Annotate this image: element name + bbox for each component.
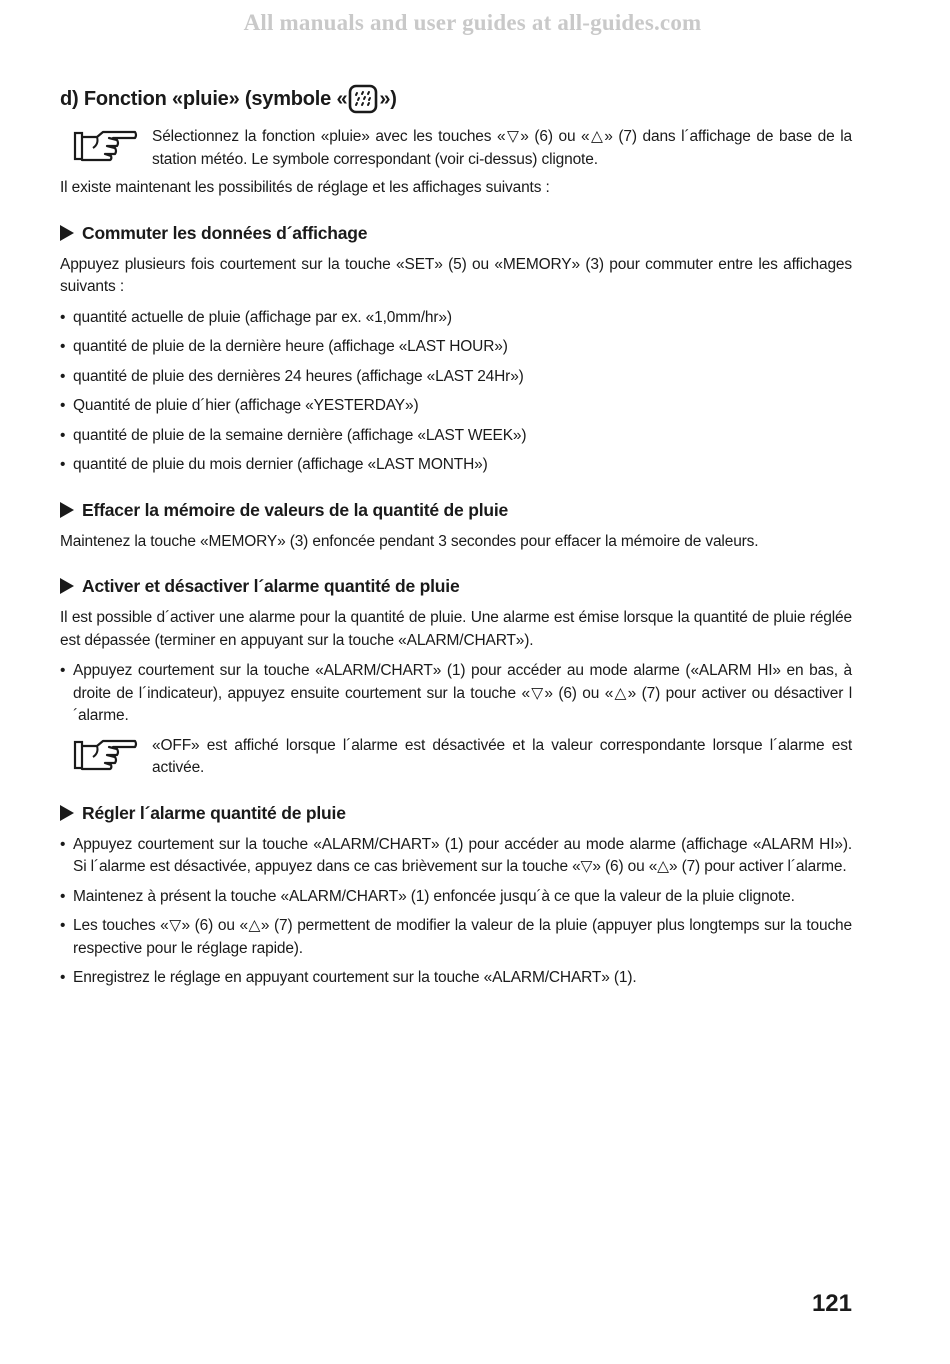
list-item: • Quantité de pluie d´hier (affichage «YESTERDAY») (60, 395, 852, 418)
section-title (60, 220, 852, 246)
section-heading (60, 82, 852, 116)
bullet-list (60, 307, 852, 477)
list-item: • Les touches «▽» (6) ou «△» (7) permettent de modifier la valeur de la pluie (appuyer plus longtemps sur la touche respective pour le réglage rapide). (60, 915, 852, 960)
pointing-hand-icon (60, 737, 152, 773)
page-content (60, 82, 852, 997)
page-number: 121 (811, 1290, 852, 1317)
watermark: All manuals and user guides at all-guides.com (243, 10, 702, 35)
list-item: • quantité de pluie de la dernière heure (affichage «LAST HOUR») (60, 336, 852, 359)
list-item: • Appuyez courtement sur la touche «ALARM/CHART» (1) pour accéder au mode alarme (affichage «ALARM HI»). Si l´alarme est désactivée, appuyez dans ce cas brièvement sur la touche «▽» (6) ou «△» (7) pour activer l´alarme. (60, 834, 852, 879)
alarm-note-text: «OFF» est affiché lorsque l´alarme est désactivée et la valeur correspondante lorsque l´alarme est activée. (152, 736, 852, 776)
arrow-right-icon (60, 502, 74, 518)
list-item: • Maintenez à présent la touche «ALARM/CHART» (1) enfoncée jusqu´à ce que la valeur de la pluie clignote. (60, 886, 852, 909)
arrow-right-icon (60, 225, 74, 241)
intro-note (60, 126, 852, 171)
section-title (60, 573, 852, 599)
list-item: • Enregistrez le réglage en appuyant courtement sur la touche «ALARM/CHART» (1). (60, 967, 852, 990)
section-title-text: Commuter les données d´affichage (82, 222, 368, 243)
arrow-right-icon (60, 578, 74, 594)
section-title (60, 800, 852, 826)
rain-drops-icon (348, 84, 378, 114)
intro-note-text: Sélectionnez la fonction «pluie» avec les touches «▽» (6) ou «△» (7) dans l´affichage de base de la station météo. Le symbole correspondant (voir ci-dessus) clignote. (152, 128, 852, 168)
list-item: • quantité actuelle de pluie (affichage par ex. «1,0mm/hr») (60, 307, 852, 330)
section-title-text: Activer et désactiver l´alarme quantité de pluie (82, 576, 460, 596)
bullet-list (60, 660, 852, 728)
section-text: Appuyez plusieurs fois courtement sur la touche «SET» (5) ou «MEMORY» (3) pour commuter entre les affichages suivants : (60, 255, 852, 295)
section-title (60, 497, 852, 523)
heading-prefix: d) Fonction «pluie» (symbole « (60, 88, 348, 110)
pointing-hand-icon (60, 128, 152, 164)
section-text: Il est possible d´activer une alarme pour la quantité de pluie. Une alarme est émise lorsque la quantité de pluie réglée est dépassée (terminer en appuyant sur la touche «ALARM/CHART»). (60, 609, 852, 649)
section-title-text: Régler l´alarme quantité de pluie (82, 802, 346, 823)
bullet-list (60, 834, 852, 990)
list-item: • quantité de pluie des dernières 24 heures (affichage «LAST 24Hr») (60, 366, 852, 389)
list-item: • quantité de pluie du mois dernier (affichage «LAST MONTH») (60, 454, 852, 477)
section-text: Maintenez la touche «MEMORY» (3) enfoncée pendant 3 secondes pour effacer la mémoire de valeurs. (60, 532, 759, 550)
alarm-note (60, 735, 852, 780)
intro-text: Il existe maintenant les possibilités de réglage et les affichages suivants : (60, 179, 550, 196)
list-item: • Appuyez courtement sur la touche «ALARM/CHART» (1) pour accéder au mode alarme («ALARM HI» en bas, à droite de l´indicateur), appuyez ensuite courtement sur la touche «▽» (6) ou «△» (7) pour activer ou désactiver l´alarme. (60, 660, 852, 728)
section-title-text: Effacer la mémoire de valeurs de la quantité de pluie (82, 499, 509, 520)
heading-suffix: ») (379, 88, 397, 110)
list-item: • quantité de pluie de la semaine dernière (affichage «LAST WEEK») (60, 425, 852, 448)
arrow-right-icon (60, 805, 74, 821)
